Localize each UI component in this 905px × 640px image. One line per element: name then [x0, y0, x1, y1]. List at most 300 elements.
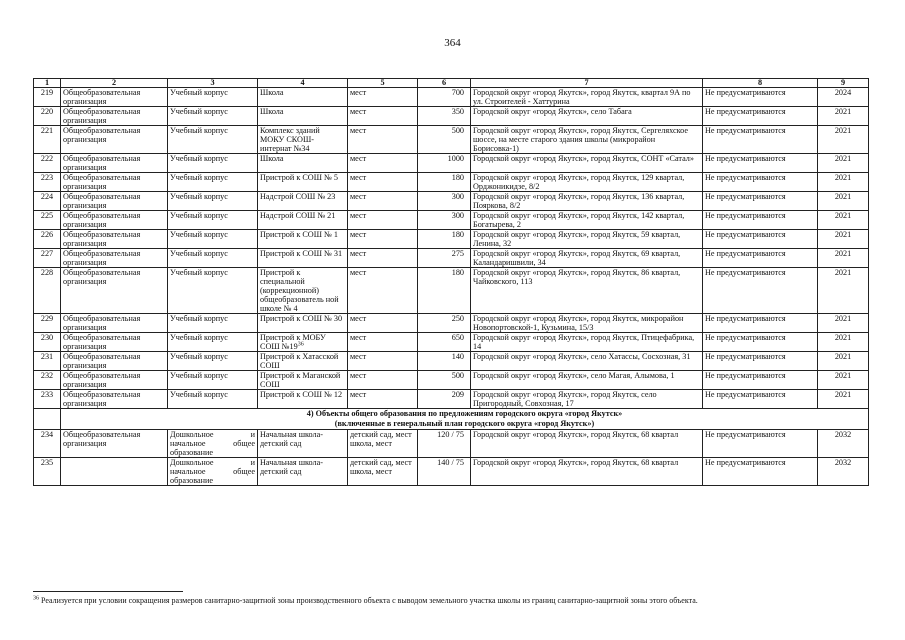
location — [471, 268, 703, 314]
zone-info — [703, 352, 818, 371]
location — [471, 371, 703, 390]
zone-info-text: Не предусматриваются — [705, 458, 786, 467]
zone-info — [703, 430, 818, 458]
capacity-text: 1000 — [447, 154, 464, 163]
capacity-text: 120 / 75 — [437, 430, 464, 439]
object-name — [258, 333, 348, 352]
unit-text: мест — [350, 352, 367, 361]
row-number — [34, 107, 61, 126]
column-header: 9 — [818, 79, 869, 88]
capacity-text: 180 — [451, 268, 464, 277]
year — [818, 333, 869, 352]
object-type-text: Общеобразовательная организация — [63, 126, 141, 144]
object-type-text: Общеобразовательная организация — [63, 88, 141, 106]
row-number-text: 232 — [40, 371, 54, 380]
object-type — [61, 458, 168, 486]
location — [471, 430, 703, 458]
row-number — [34, 371, 61, 390]
table-row — [34, 371, 869, 390]
table-row — [34, 107, 869, 126]
object-type-text: Общеобразовательная организация — [63, 154, 141, 172]
unit — [348, 192, 418, 211]
year-text: 2021 — [834, 126, 852, 135]
zone-info — [703, 192, 818, 211]
location-text: Городской округ «город Якутск», город Якутск, 142 квартал, Богатырева, 2 — [473, 211, 685, 229]
location — [471, 107, 703, 126]
location — [471, 314, 703, 333]
footnote — [33, 596, 873, 605]
column-header: 1 — [34, 79, 61, 88]
object-name — [258, 211, 348, 230]
location-text: Городской округ «город Якутск», город Якутск, 86 квартал, Чайковского, 113 — [473, 268, 681, 286]
location — [471, 126, 703, 154]
location-text: Городской округ «город Якутск», город Якутск, Птицефабрика, 14 — [473, 333, 695, 351]
row-number-text: 231 — [40, 352, 54, 361]
table-row — [34, 154, 869, 173]
object-name — [258, 268, 348, 314]
capacity — [418, 268, 471, 314]
unit — [348, 371, 418, 390]
zone-info-text: Не предусматриваются — [705, 154, 786, 163]
zone-info-text: Не предусматриваются — [705, 352, 786, 361]
row-number — [34, 390, 61, 409]
year-text: 2032 — [834, 458, 852, 467]
row-number-text: 229 — [40, 314, 54, 323]
object-name-text: Начальная школа-детский сад — [260, 430, 323, 448]
object-purpose — [168, 211, 258, 230]
column-header: 7 — [471, 79, 703, 88]
row-number-text: 225 — [40, 211, 54, 220]
object-type — [61, 126, 168, 154]
location — [471, 154, 703, 173]
row-number — [34, 333, 61, 352]
row-number — [34, 88, 61, 107]
object-purpose-text: Учебный корпус — [170, 107, 228, 116]
unit-text: мест — [350, 268, 367, 277]
object-purpose — [168, 268, 258, 314]
row-number — [34, 211, 61, 230]
zone-info — [703, 333, 818, 352]
year-text: 2024 — [834, 88, 852, 97]
object-name-text: Школа — [260, 154, 284, 163]
object-name — [258, 126, 348, 154]
object-name — [258, 192, 348, 211]
year-text: 2021 — [834, 192, 852, 201]
object-purpose — [168, 314, 258, 333]
unit — [348, 268, 418, 314]
object-name-text: Пристрой к Хатасской СОШ — [260, 352, 339, 370]
table-row — [34, 173, 869, 192]
year — [818, 173, 869, 192]
objects-table — [33, 78, 869, 486]
object-name — [258, 458, 348, 486]
capacity-text: 300 — [451, 211, 464, 220]
object-type-text: Общеобразовательная организация — [63, 430, 141, 448]
row-number — [34, 126, 61, 154]
unit — [348, 249, 418, 268]
year-text: 2021 — [834, 211, 852, 220]
zone-info-text: Не предусматриваются — [705, 126, 786, 135]
year-text: 2021 — [834, 230, 852, 239]
object-type — [61, 352, 168, 371]
object-purpose-text: Учебный корпус — [170, 126, 228, 135]
unit-text: мест — [350, 173, 367, 182]
year-text: 2021 — [834, 154, 852, 163]
capacity — [418, 126, 471, 154]
object-purpose-text: Учебный корпус — [170, 173, 228, 182]
object-type — [61, 249, 168, 268]
row-number-text: 230 — [40, 333, 54, 342]
object-purpose — [168, 192, 258, 211]
row-number-text: 219 — [40, 88, 54, 97]
row-number-text: 226 — [40, 230, 54, 239]
object-type-text: Общеобразовательная организация — [63, 314, 141, 332]
zone-info-text: Не предусматриваются — [705, 230, 786, 239]
object-purpose-text: Учебный корпус — [170, 371, 228, 380]
object-name-text: Пристрой к Маганской СОШ — [260, 371, 341, 389]
object-purpose-text: Учебный корпус — [170, 333, 228, 342]
object-type — [61, 314, 168, 333]
table-row — [34, 211, 869, 230]
object-name — [258, 371, 348, 390]
row-number-text: 228 — [40, 268, 54, 277]
capacity — [418, 352, 471, 371]
unit-text: мест — [350, 333, 367, 342]
year — [818, 211, 869, 230]
capacity — [418, 314, 471, 333]
object-type-text: Общеобразовательная организация — [63, 333, 141, 351]
location — [471, 211, 703, 230]
table-row — [34, 430, 869, 458]
object-purpose-text: Учебный корпус — [170, 249, 228, 258]
unit — [348, 126, 418, 154]
row-number — [34, 268, 61, 314]
location-text: Городской округ «город Якутск», село Хатассы, Сосхозная, 31 — [473, 352, 691, 361]
year — [818, 314, 869, 333]
location-text: Городской округ «город Якутск», город Якутск, СОНТ «Сатал» — [473, 154, 694, 163]
capacity-text: 250 — [451, 314, 464, 323]
zone-info-text: Не предусматриваются — [705, 371, 786, 380]
unit-text: мест — [350, 230, 367, 239]
unit — [348, 430, 418, 458]
year-text: 2021 — [834, 390, 852, 399]
capacity-text: 300 — [451, 192, 464, 201]
capacity-text: 180 — [451, 173, 464, 182]
row-number — [34, 352, 61, 371]
zone-info-text: Не предусматриваются — [705, 430, 786, 439]
zone-info-text: Не предусматриваются — [705, 268, 786, 277]
object-purpose — [168, 230, 258, 249]
table-row — [34, 390, 869, 409]
object-name-text: Пристрой к СОШ № 12 — [260, 390, 343, 399]
object-purpose — [168, 249, 258, 268]
object-type-text: Общеобразовательная организация — [63, 192, 141, 210]
location-text: Городской округ «город Якутск», город Якутск, село Пригородный, Совхозная, 17 — [473, 390, 657, 408]
unit — [348, 333, 418, 352]
row-number-text: 223 — [40, 173, 54, 182]
capacity — [418, 230, 471, 249]
zone-info — [703, 154, 818, 173]
capacity — [418, 88, 471, 107]
zone-info — [703, 371, 818, 390]
location-text: Городской округ «город Якутск», город Якутск, 68 квартал — [473, 430, 679, 439]
column-header: 3 — [168, 79, 258, 88]
object-type-text: Общеобразовательная организация — [63, 390, 141, 408]
capacity — [418, 333, 471, 352]
year — [818, 249, 869, 268]
zone-info-text: Не предусматриваются — [705, 173, 786, 182]
row-number-text: 220 — [40, 107, 54, 116]
unit-text: мест — [350, 211, 367, 220]
year — [818, 192, 869, 211]
object-type-text: Общеобразовательная организация — [63, 371, 141, 389]
object-type-text: Общеобразовательная организация — [63, 211, 141, 229]
object-type — [61, 430, 168, 458]
location-text: Городской округ «город Якутск», село Табага — [473, 107, 632, 116]
object-type — [61, 230, 168, 249]
section-row — [34, 409, 869, 430]
table-row — [34, 192, 869, 211]
object-name-text: Пристрой к СОШ № 1 — [260, 230, 338, 239]
object-purpose — [168, 173, 258, 192]
table-row — [34, 249, 869, 268]
year-text: 2021 — [834, 352, 852, 361]
capacity-text: 500 — [451, 371, 464, 380]
section-heading-line2: (включенные в генеральный план городского округа «город Якутск») — [334, 419, 595, 428]
zone-info — [703, 126, 818, 154]
unit — [348, 390, 418, 409]
column-header: 2 — [61, 79, 168, 88]
table-row — [34, 126, 869, 154]
unit-text: мест — [350, 88, 367, 97]
row-number-text: 233 — [40, 390, 54, 399]
location — [471, 192, 703, 211]
table-row — [34, 230, 869, 249]
object-purpose-text: Учебный корпус — [170, 352, 228, 361]
row-number-text: 227 — [40, 249, 54, 258]
row-number-text: 222 — [40, 154, 54, 163]
object-purpose — [168, 154, 258, 173]
column-header: 8 — [703, 79, 818, 88]
row-number — [34, 192, 61, 211]
year-text: 2021 — [834, 333, 852, 342]
object-purpose — [168, 107, 258, 126]
object-name — [258, 430, 348, 458]
capacity — [418, 211, 471, 230]
zone-info — [703, 268, 818, 314]
object-purpose-text: Учебный корпус — [170, 211, 228, 220]
year — [818, 268, 869, 314]
unit-text: мест — [350, 107, 367, 116]
object-name-text: Пристрой к МОБУ СОШ №19 — [260, 333, 326, 351]
capacity — [418, 107, 471, 126]
object-purpose-text: Учебный корпус — [170, 154, 228, 163]
object-type-text: Общеобразовательная организация — [63, 268, 141, 286]
object-purpose — [168, 352, 258, 371]
zone-info — [703, 107, 818, 126]
object-name — [258, 352, 348, 371]
object-name — [258, 230, 348, 249]
object-purpose-text: Дошкольное и начальное общее образование — [170, 430, 255, 457]
table-row — [34, 314, 869, 333]
row-number-text: 234 — [40, 430, 54, 439]
capacity-text: 500 — [451, 126, 464, 135]
object-type — [61, 154, 168, 173]
footnote-text: Реализуется при условии сокращения размеров санитарно-защитной зоны производственного объекта с выводом земельного участка школы из границ санитарно-защитной зоны этого объекта. — [41, 596, 698, 605]
year — [818, 430, 869, 458]
location-text: Городской округ «город Якутск», город Якутск, 129 квартал, Орджоникидзе, 8/2 — [473, 173, 685, 191]
location — [471, 173, 703, 192]
unit-text: мест — [350, 390, 367, 399]
zone-info-text: Не предусматриваются — [705, 333, 786, 342]
capacity — [418, 249, 471, 268]
table-row — [34, 458, 869, 486]
object-name — [258, 390, 348, 409]
unit-text: мест — [350, 249, 367, 258]
year-text: 2021 — [834, 371, 852, 380]
object-name-text: Пристрой к СОШ № 30 — [260, 314, 343, 323]
unit-text: мест — [350, 371, 367, 380]
section-blank — [34, 409, 61, 430]
zone-info — [703, 314, 818, 333]
row-number — [34, 314, 61, 333]
location-text: Городской округ «город Якутск», город Якутск, Сергеляхское шоссе, на месте старого здания школы (микрорайон Борисовка-1) — [473, 126, 689, 153]
unit — [348, 107, 418, 126]
unit — [348, 352, 418, 371]
object-type — [61, 192, 168, 211]
capacity-text: 650 — [451, 333, 464, 342]
object-purpose — [168, 458, 258, 486]
year-text: 2021 — [834, 107, 852, 116]
object-type-text: Общеобразовательная организация — [63, 107, 141, 125]
object-name — [258, 107, 348, 126]
location — [471, 88, 703, 107]
object-name — [258, 173, 348, 192]
table-row — [34, 88, 869, 107]
unit — [348, 211, 418, 230]
location-text: Городской округ «город Якутск», город Якутск, 136 квартал, Пояркова, 8/2 — [473, 192, 685, 210]
year-text: 2021 — [834, 249, 852, 258]
year — [818, 107, 869, 126]
year — [818, 352, 869, 371]
zone-info — [703, 458, 818, 486]
object-type — [61, 88, 168, 107]
zone-info-text: Не предусматриваются — [705, 314, 786, 323]
year — [818, 88, 869, 107]
capacity-text: 140 — [451, 352, 464, 361]
location-text: Городской округ «город Якутск», город Якутск, 59 квартал, Ленина, 32 — [473, 230, 681, 248]
row-number — [34, 173, 61, 192]
object-purpose — [168, 430, 258, 458]
object-type — [61, 173, 168, 192]
unit — [348, 154, 418, 173]
unit-text: детский сад, мест школа, мест — [350, 430, 412, 448]
row-number — [34, 430, 61, 458]
location-text: Городской округ «город Якутск», город Якутск, микрорайон Новопортовской-1, Кузьмина, 15/3 — [473, 314, 684, 332]
object-name-text: Школа — [260, 107, 284, 116]
unit-text: мест — [350, 314, 367, 323]
location-text: Городской округ «город Якутск», город Якутск, квартал 9А по ул. Строителей - Хаттурина — [473, 88, 691, 106]
object-name — [258, 314, 348, 333]
year — [818, 458, 869, 486]
table-row — [34, 352, 869, 371]
location — [471, 333, 703, 352]
location — [471, 230, 703, 249]
object-name-text: Комплекс зданий МОКУ СКОШ-интернат №34 — [260, 126, 320, 153]
object-name-text: Надстрой СОШ № 21 — [260, 211, 336, 220]
zone-info-text: Не предусматриваются — [705, 249, 786, 258]
row-number — [34, 230, 61, 249]
unit — [348, 314, 418, 333]
zone-info — [703, 173, 818, 192]
object-purpose-text: Учебный корпус — [170, 314, 228, 323]
object-type — [61, 371, 168, 390]
capacity-text: 180 — [451, 230, 464, 239]
object-purpose-text: Учебный корпус — [170, 390, 228, 399]
object-name — [258, 154, 348, 173]
row-number — [34, 458, 61, 486]
object-name-text: Школа — [260, 88, 284, 97]
object-type-text: Общеобразовательная организация — [63, 352, 141, 370]
object-purpose — [168, 333, 258, 352]
object-type — [61, 107, 168, 126]
page-number: 364 — [444, 37, 461, 49]
unit — [348, 173, 418, 192]
unit — [348, 88, 418, 107]
section-heading — [61, 409, 869, 430]
zone-info — [703, 249, 818, 268]
object-purpose — [168, 390, 258, 409]
column-header: 4 — [258, 79, 348, 88]
row-number-text: 221 — [40, 126, 54, 135]
capacity — [418, 458, 471, 486]
location-text: Городской округ «город Якутск», город Якутск, 69 квартал, Каландаришвили, 34 — [473, 249, 681, 267]
capacity — [418, 371, 471, 390]
location-text: Городской округ «город Якутск», село Магая, Алымова, 1 — [473, 371, 675, 380]
column-header: 6 — [418, 79, 471, 88]
object-purpose-text: Учебный корпус — [170, 268, 228, 277]
location-text: Городской округ «город Якутск», город Якутск, 68 квартал — [473, 458, 679, 467]
row-number — [34, 249, 61, 268]
capacity-text: 350 — [451, 107, 464, 116]
table-row — [34, 268, 869, 314]
object-type-text: Общеобразовательная организация — [63, 173, 141, 191]
row-number — [34, 154, 61, 173]
object-purpose-text: Учебный корпус — [170, 192, 228, 201]
object-purpose-text: Учебный корпус — [170, 230, 228, 239]
year-text: 2021 — [834, 314, 852, 323]
capacity — [418, 430, 471, 458]
location — [471, 390, 703, 409]
capacity-text: 275 — [451, 249, 464, 258]
location — [471, 458, 703, 486]
zone-info-text: Не предусматриваются — [705, 211, 786, 220]
object-purpose-text: Учебный корпус — [170, 88, 228, 97]
object-name-text: Пристрой к специальной (коррекционной) общеобразователь ной школе № 4 — [260, 268, 339, 313]
object-name — [258, 88, 348, 107]
object-name-text: Начальная школа-детский сад — [260, 458, 323, 476]
year — [818, 371, 869, 390]
object-type — [61, 390, 168, 409]
zone-info-text: Не предусматриваются — [705, 192, 786, 201]
object-type-text: Общеобразовательная организация — [63, 230, 141, 248]
footnote-separator — [33, 591, 183, 592]
object-type — [61, 211, 168, 230]
row-number-text: 224 — [40, 192, 54, 201]
zone-info-text: Не предусматриваются — [705, 88, 786, 97]
object-name-text: Пристрой к СОШ № 31 — [260, 249, 343, 258]
column-header: 5 — [348, 79, 418, 88]
